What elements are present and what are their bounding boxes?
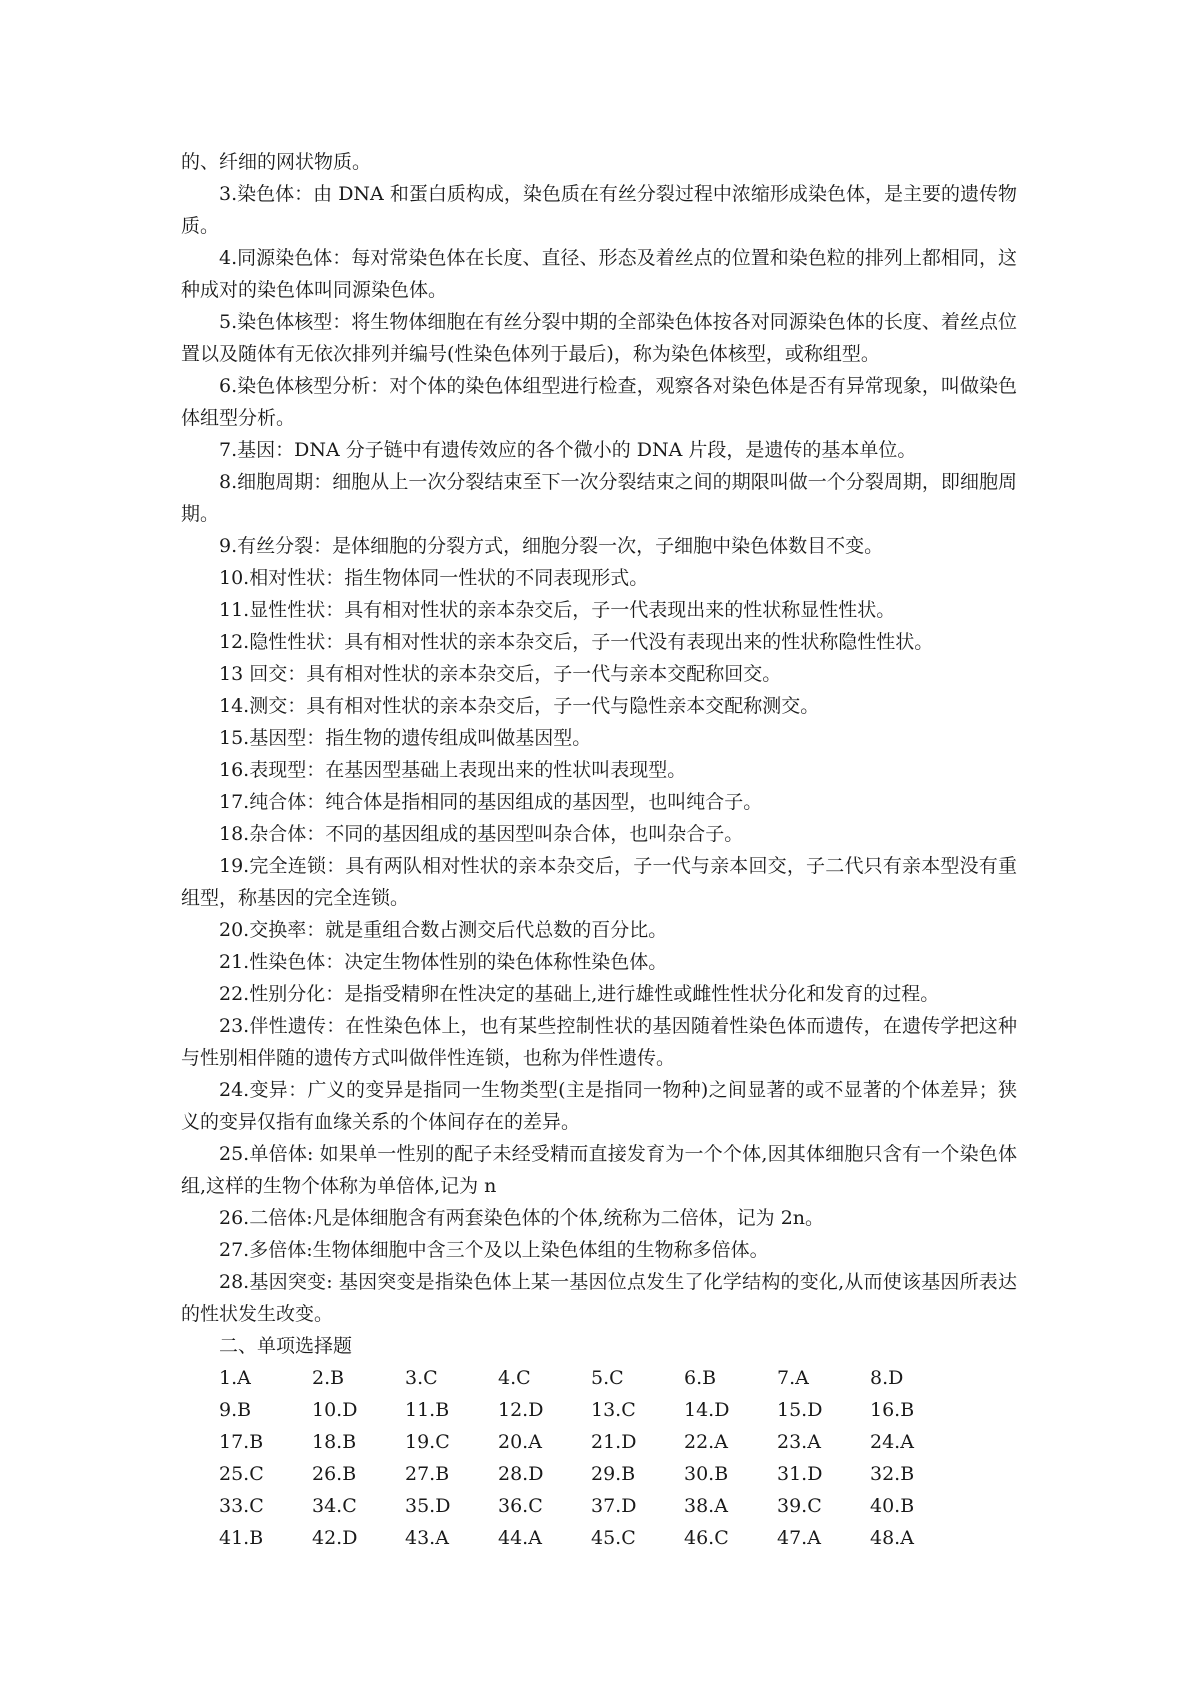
answer-grid bbox=[219, 1362, 1017, 1554]
term-28-gene-mutation: 28.基因突变: 基因突变是指染色体上某一基因位点发生了化学结构的变化,从而使该基因所表达的性状发生改变。 bbox=[181, 1271, 1017, 1325]
answer-item: 18.B bbox=[312, 1431, 357, 1453]
answer-item: 37.D bbox=[591, 1495, 637, 1517]
answer-item: 36.C bbox=[498, 1495, 543, 1517]
answer-item: 28.D bbox=[498, 1463, 544, 1485]
answer-item: 23.A bbox=[777, 1431, 821, 1453]
answer-item: 25.C bbox=[219, 1463, 264, 1485]
answer-item: 33.C bbox=[219, 1495, 264, 1517]
term-18-heterozygote: 18.杂合体：不同的基因组成的基因型叫杂合体，也叫杂合子。 bbox=[219, 823, 744, 845]
term-list bbox=[181, 178, 1017, 1330]
answer-item: 12.D bbox=[498, 1399, 544, 1421]
term-14-testcross: 14.测交：具有相对性状的亲本杂交后，子一代与隐性亲本交配称测交。 bbox=[219, 695, 820, 717]
answer-item: 24.A bbox=[870, 1431, 914, 1453]
answer-item: 8.D bbox=[870, 1367, 904, 1389]
answer-item: 13.C bbox=[591, 1399, 636, 1421]
term-12-recessive-trait: 12.隐性性状：具有相对性状的亲本杂交后，子一代没有表现出来的性状称隐性性状。 bbox=[219, 631, 934, 653]
answer-item: 38.A bbox=[684, 1495, 728, 1517]
document-page bbox=[181, 146, 1017, 1554]
answer-item: 14.D bbox=[684, 1399, 730, 1421]
answer-item: 47.A bbox=[777, 1527, 821, 1549]
answer-item: 5.C bbox=[591, 1367, 624, 1389]
answer-item: 16.B bbox=[870, 1399, 915, 1421]
answer-item: 32.B bbox=[870, 1463, 915, 1485]
answer-item: 30.B bbox=[684, 1463, 729, 1485]
answer-row bbox=[219, 1458, 1017, 1490]
term-9-mitosis: 9.有丝分裂：是体细胞的分裂方式，细胞分裂一次，子细胞中染色体数目不变。 bbox=[219, 535, 884, 557]
answer-item: 6.B bbox=[684, 1367, 717, 1389]
term-7-gene: 7.基因：DNA 分子链中有遗传效应的各个微小的 DNA 片段，是遗传的基本单位。 bbox=[219, 439, 917, 461]
answer-item: 46.C bbox=[684, 1527, 729, 1549]
answer-item: 44.A bbox=[498, 1527, 542, 1549]
term-27-polyploid: 27.多倍体:生物体细胞中含三个及以上染色体组的生物称多倍体。 bbox=[219, 1239, 769, 1261]
section-title: 二、单项选择题 bbox=[219, 1335, 353, 1357]
term-8-cell-cycle: 8.细胞周期：细胞从上一次分裂结束至下一次分裂结束之间的期限叫做一个分裂周期，即细胞周期。 bbox=[181, 471, 1017, 525]
term-10-relative-trait: 10.相对性状：指生物体同一性状的不同表现形式。 bbox=[219, 567, 649, 589]
term-16-phenotype: 16.表现型：在基因型基础上表现出来的性状叫表现型。 bbox=[219, 759, 687, 781]
term-3-chromosome: 3.染色体：由 DNA 和蛋白质构成，染色质在有丝分裂过程中浓缩形成染色体，是主要的遗传物质。 bbox=[181, 183, 1017, 237]
term-13-backcross: 13 回交：具有相对性状的亲本杂交后，子一代与亲本交配称回交。 bbox=[219, 663, 782, 685]
answer-item: 21.D bbox=[591, 1431, 637, 1453]
lead-fragment: 的、纤细的网状物质。 bbox=[181, 151, 372, 173]
answer-item: 45.C bbox=[591, 1527, 636, 1549]
term-6-karyotype-analysis: 6.染色体核型分析：对个体的染色体组型进行检查，观察各对染色体是否有异常现象，叫做染色体组型分析。 bbox=[181, 375, 1017, 429]
term-17-homozygote: 17.纯合体：纯合体是指相同的基因组成的基因型，也叫纯合子。 bbox=[219, 791, 763, 813]
term-24-variation: 24.变异：广义的变异是指同一生物类型(主是指同一物种)之间显著的或不显著的个体差异；狭义的变异仅指有血缘关系的个体间存在的差异。 bbox=[181, 1079, 1017, 1133]
answer-item: 34.C bbox=[312, 1495, 357, 1517]
term-15-genotype: 15.基因型：指生物的遗传组成叫做基因型。 bbox=[219, 727, 592, 749]
answer-item: 9.B bbox=[219, 1399, 252, 1421]
term-4-homologous-chromosome: 4.同源染色体：每对常染色体在长度、直径、形态及着丝点的位置和染色粒的排列上都相同，这种成对的染色体叫同源染色体。 bbox=[181, 247, 1017, 301]
answer-item: 7.A bbox=[777, 1367, 809, 1389]
answer-item: 3.C bbox=[405, 1367, 438, 1389]
answer-item: 11.B bbox=[405, 1399, 450, 1421]
term-21-sex-chromosome: 21.性染色体：决定生物体性别的染色体称性染色体。 bbox=[219, 951, 668, 973]
answer-item: 20.A bbox=[498, 1431, 542, 1453]
answer-item: 48.A bbox=[870, 1527, 914, 1549]
answer-item: 4.C bbox=[498, 1367, 531, 1389]
term-19-complete-linkage: 19.完全连锁：具有两队相对性状的亲本杂交后，子一代与亲本回交，子二代只有亲本型没有重组型，称基因的完全连锁。 bbox=[181, 855, 1017, 909]
answer-item: 40.B bbox=[870, 1495, 915, 1517]
answer-item: 41.B bbox=[219, 1527, 264, 1549]
answer-item: 10.D bbox=[312, 1399, 358, 1421]
answer-item: 15.D bbox=[777, 1399, 823, 1421]
answer-item: 29.B bbox=[591, 1463, 636, 1485]
term-25-haploid: 25.单倍体: 如果单一性别的配子未经受精而直接发育为一个个体,因其体细胞只含有一个染色体组,这样的生物个体称为单倍体,记为 n bbox=[181, 1143, 1017, 1197]
answer-item: 27.B bbox=[405, 1463, 450, 1485]
answer-item: 19.C bbox=[405, 1431, 450, 1453]
answer-item: 42.D bbox=[312, 1527, 358, 1549]
answer-item: 35.D bbox=[405, 1495, 451, 1517]
term-20-crossover-rate: 20.交换率：就是重组合数占测交后代总数的百分比。 bbox=[219, 919, 668, 941]
answer-row bbox=[219, 1426, 1017, 1458]
answer-item: 22.A bbox=[684, 1431, 728, 1453]
term-11-dominant-trait: 11.显性性状：具有相对性状的亲本杂交后，子一代表现出来的性状称显性性状。 bbox=[219, 599, 896, 621]
answer-item: 43.A bbox=[405, 1527, 449, 1549]
term-22-sex-differentiation: 22.性别分化：是指受精卵在性决定的基础上,进行雄性或雌性性状分化和发育的过程。 bbox=[219, 983, 940, 1005]
answer-row bbox=[219, 1394, 1017, 1426]
answer-item: 31.D bbox=[777, 1463, 823, 1485]
answer-item: 17.B bbox=[219, 1431, 264, 1453]
answer-row bbox=[219, 1362, 1017, 1394]
answer-row bbox=[219, 1522, 1017, 1554]
answer-item: 39.C bbox=[777, 1495, 822, 1517]
answer-row bbox=[219, 1490, 1017, 1522]
term-5-karyotype: 5.染色体核型：将生物体细胞在有丝分裂中期的全部染色体按各对同源染色体的长度、着丝点位置以及随体有无依次排列并编号(性染色体列于最后)，称为染色体核型，或称组型。 bbox=[181, 311, 1017, 365]
answer-item: 2.B bbox=[312, 1367, 345, 1389]
term-23-sex-linked-inheritance: 23.伴性遗传：在性染色体上，也有某些控制性状的基因随着性染色体而遗传，在遗传学把这种与性别相伴随的遗传方式叫做伴性连锁，也称为伴性遗传。 bbox=[181, 1015, 1017, 1069]
answer-item: 1.A bbox=[219, 1367, 251, 1389]
answer-item: 26.B bbox=[312, 1463, 357, 1485]
term-26-diploid: 26.二倍体:凡是体细胞含有两套染色体的个体,统称为二倍体，记为 2n。 bbox=[219, 1207, 825, 1229]
